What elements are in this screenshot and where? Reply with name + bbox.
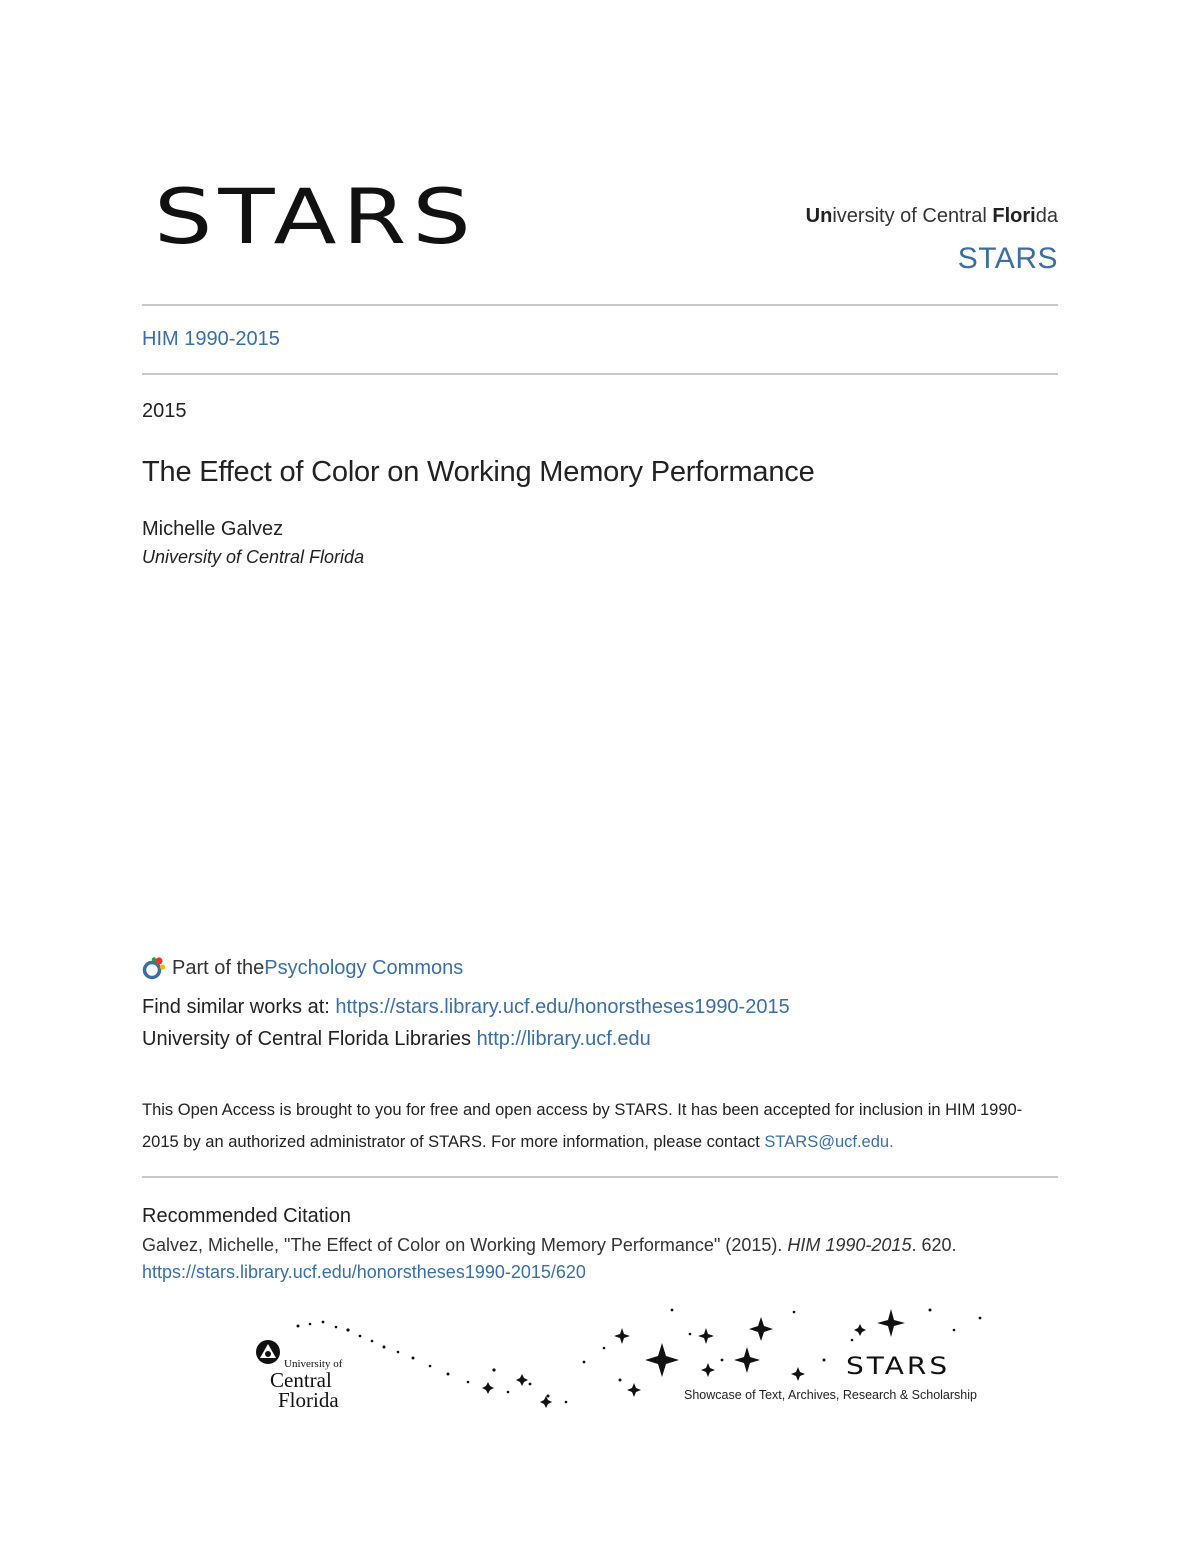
author-name: Michelle Galvez (142, 518, 284, 540)
divider (142, 373, 1058, 375)
ucf-logo: University of Central Florida (270, 1358, 343, 1412)
citation-text: Galvez, Michelle, "The Effect of Color on Working Memory Performance" (2015). HIM 1990-2015. 620. (142, 1235, 957, 1255)
header-institution (806, 205, 1058, 276)
find-similar-link[interactable]: https://stars.library.ucf.edu/honorstheses1990-2015 (335, 996, 790, 1018)
stars-logo: STARS (154, 173, 477, 262)
university-name: University of Central Florida (805, 205, 1058, 227)
libraries-line (142, 1028, 651, 1051)
citation-link[interactable]: https://stars.library.ucf.edu/honorstheses1990-2015/620 (142, 1262, 586, 1282)
find-similar-label: Find similar works at: (142, 996, 336, 1018)
contact-email-link[interactable]: STARS@ucf.edu. (764, 1133, 894, 1151)
libraries-label: University of Central Florida Libraries (142, 1028, 477, 1050)
divider (142, 1176, 1058, 1178)
part-of-label: Part of the (172, 956, 265, 979)
citation-heading: Recommended Citation (142, 1205, 351, 1227)
open-access-notice (142, 1094, 1058, 1158)
find-similar (142, 996, 790, 1019)
psychology-commons-link[interactable]: Psychology Commons (264, 956, 464, 979)
divider (142, 304, 1058, 306)
publication-year: 2015 (142, 400, 187, 422)
network-commons-icon (142, 956, 166, 980)
libraries-link[interactable]: http://library.ucf.edu (476, 1028, 651, 1050)
footer-stars-wordmark: STARS (846, 1352, 951, 1381)
stars-repository-link[interactable]: STARS (957, 242, 1058, 275)
footer-tagline: Showcase of Text, Archives, Research & Scholarship (684, 1388, 977, 1402)
access-notice-text: This Open Access is brought to you for free and open access by STARS. It has been accepted for inclusion in HIM 1990-2015 by an authorized administrator of STARS. For more information, please contact (142, 1101, 1023, 1151)
part-of-commons (142, 956, 463, 980)
footer-logo-banner (248, 1300, 988, 1420)
document-title: The Effect of Color on Working Memory Performance (142, 456, 815, 488)
series-link[interactable]: HIM 1990-2015 (142, 328, 280, 350)
author-affiliation: University of Central Florida (142, 547, 365, 567)
